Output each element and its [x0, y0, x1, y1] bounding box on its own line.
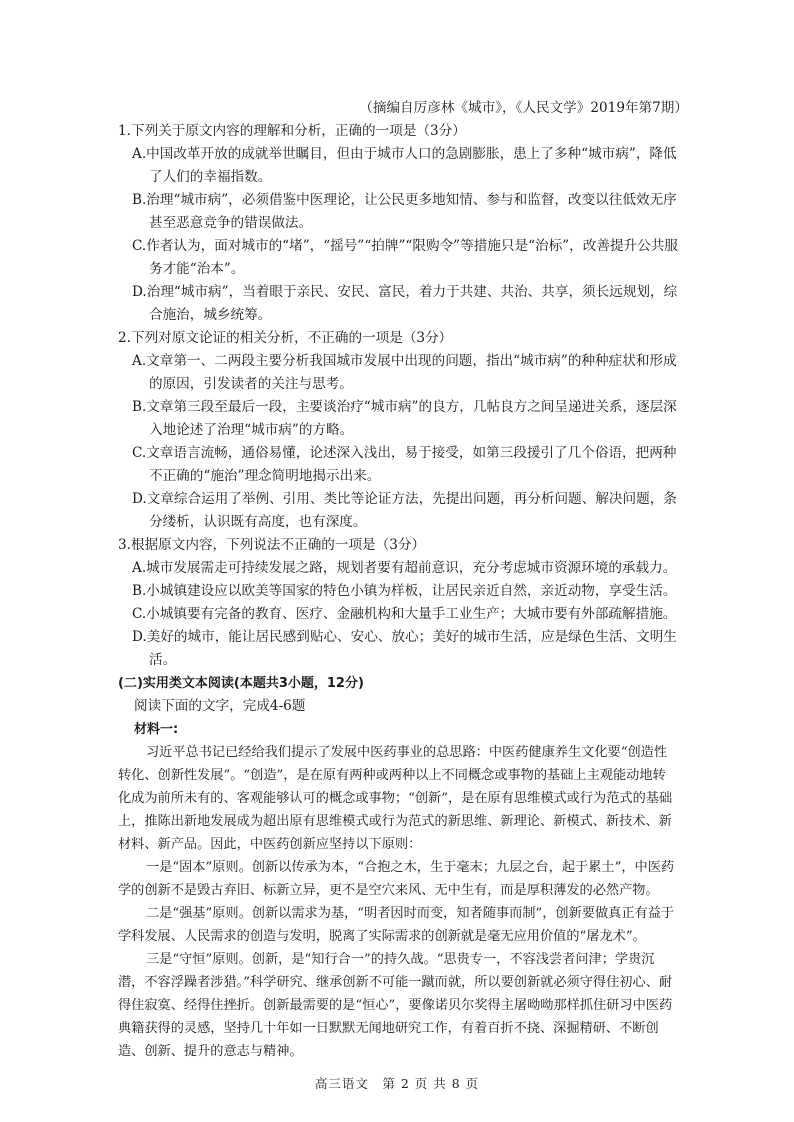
question-stem: 2.下列对原文论证的相关分析，不正确的一项是（3分）: [118, 330, 453, 346]
option-c: C.小城镇要有完备的教育、医疗、金融机构和大量手工业生产；大城市要有外部疏解措施。: [132, 606, 677, 622]
option-a: A.中国改革开放的成就举世瞩目，但由于城市人口的急剧膨胀，患上了多种“城市病”，降低了人们的幸福指数。: [132, 146, 677, 185]
option-b: B.文章第三段至最后一段，主要谈治疗“城市病”的良方，几帖良方之间呈递进关系，逐层深入地论述了治理“城市病”的方略。: [132, 399, 677, 438]
page-footer: 高三语文 第 2 页 共 8 页: [314, 1076, 480, 1091]
material-paragraph: 三是“守恒”原则。创新，是“知行合一”的持久战。“思贵专一，不容浅尝者问津；学贵沉潜，不容浮躁者涉猎。”科学研究、继承创新不可能一蹴而就，所以要创新就必须守得住初心、耐得住寂寞、经得住挫折。创新最需要的是“恒心”，要像诺贝尔奖得主屠呦呦那样抓住研习中医药典籍获得的灵感，坚持几十年如一日默默无闻地研究工作，有着百折不挠、深掘精研、不断创造、创新、提升的意志与精神。: [118, 952, 673, 1059]
question-stem: 1.下列关于原文内容的理解和分析，正确的一项是（3分）: [118, 123, 466, 139]
question-2: [118, 327, 678, 534]
option-d: D.美好的城市，能让居民感到贴心、安心、放心；美好的城市生活，应是绿色生活、文明生活。: [132, 629, 677, 668]
page-content: [118, 97, 688, 1063]
material-paragraph: 一是“固本”原则。创新以传承为本，“合抱之木，生于毫末；九层之台，起于累土”，中医药学的创新不是毁古弃旧、标新立异，更不是空穴来风、无中生有，而是厚积薄发的必然产物。: [118, 860, 675, 898]
option-d: D.治理“城市病”，当着眼于亲民、安民、富民，着力于共建、共治、共享，须长远规划，综合施治，城乡统筹。: [132, 284, 678, 323]
option-a: A.城市发展需走可持续发展之路，规划者要有超前意识，充分考虑城市资源环境的承载力。: [132, 560, 677, 576]
material-paragraph: 习近平总书记已经给我们提示了发展中医药事业的总思路：中医药健康养生文化要“创造性转化、创新性发展”。“创造”，是在原有两种或两种以上不同概念或事物的基础上主观能动地转化成为前所未有的、客观能够认可的概念或事物；“创新”，是在原有思维模式或行为范式的基础上，推陈出新地发展成为超出原有思维模式或行为范式的新思维、新理论、新模式、新技术、新材料、新产品。因此，中医药创新应坚持以下原则：: [118, 745, 673, 852]
material-label: 材料一:: [134, 722, 179, 737]
option-c: C.作者认为，面对城市的“堵”，“摇号”“拍牌”“限购令”等措施只是“治标”，改善提升公共服务才能“治本”。: [132, 238, 678, 277]
option-b: B.治理“城市病”，必须借鉴中医理论，让公民更多地知情、参与和监督，改变以往低效无序甚至恶意竞争的错误做法。: [132, 192, 677, 231]
option-d: D.文章综合运用了举例、引用、类比等论证方法，先提出问题，再分析问题、解决问题，条分缕析，认识既有高度，也有深度。: [132, 491, 677, 530]
question-3: [118, 534, 678, 672]
option-b: B.小城镇建设应以欧美等国家的特色小镇为样板，让居民亲近自然，亲近动物，享受生活。: [132, 583, 677, 599]
option-a: A.文章第一、二两段主要分析我国城市发展中出现的问题，指出“城市病”的种种症状和形成的原因，引发读者的关注与思考。: [132, 353, 677, 392]
material-paragraph: 二是“强基”原则。创新以需求为基，“明者因时而变，知者随事而制”，创新要做真正有益于学科发展、人民需求的创造与发明，脱离了实际需求的创新就是毫无应用价值的“屠龙术”。: [118, 906, 675, 944]
section-instruction: 阅读下面的文字，完成4-6题: [134, 698, 306, 714]
question-1: [118, 120, 678, 327]
question-stem: 3.根据原文内容，下列说法不正确的一项是（3分）: [118, 537, 426, 553]
source-citation: （摘编自厉彦林《城市》，《人民文学》2019年第7期）: [359, 100, 688, 116]
section-heading: (二)实用类文本阅读(本题共3小题，12分): [118, 676, 364, 691]
option-c: C.文章语言流畅，通俗易懂，论述深入浅出，易于接受，如第三段援引了几个俗语，把两种不正确的“施治”理念简明地揭示出来。: [132, 445, 677, 484]
